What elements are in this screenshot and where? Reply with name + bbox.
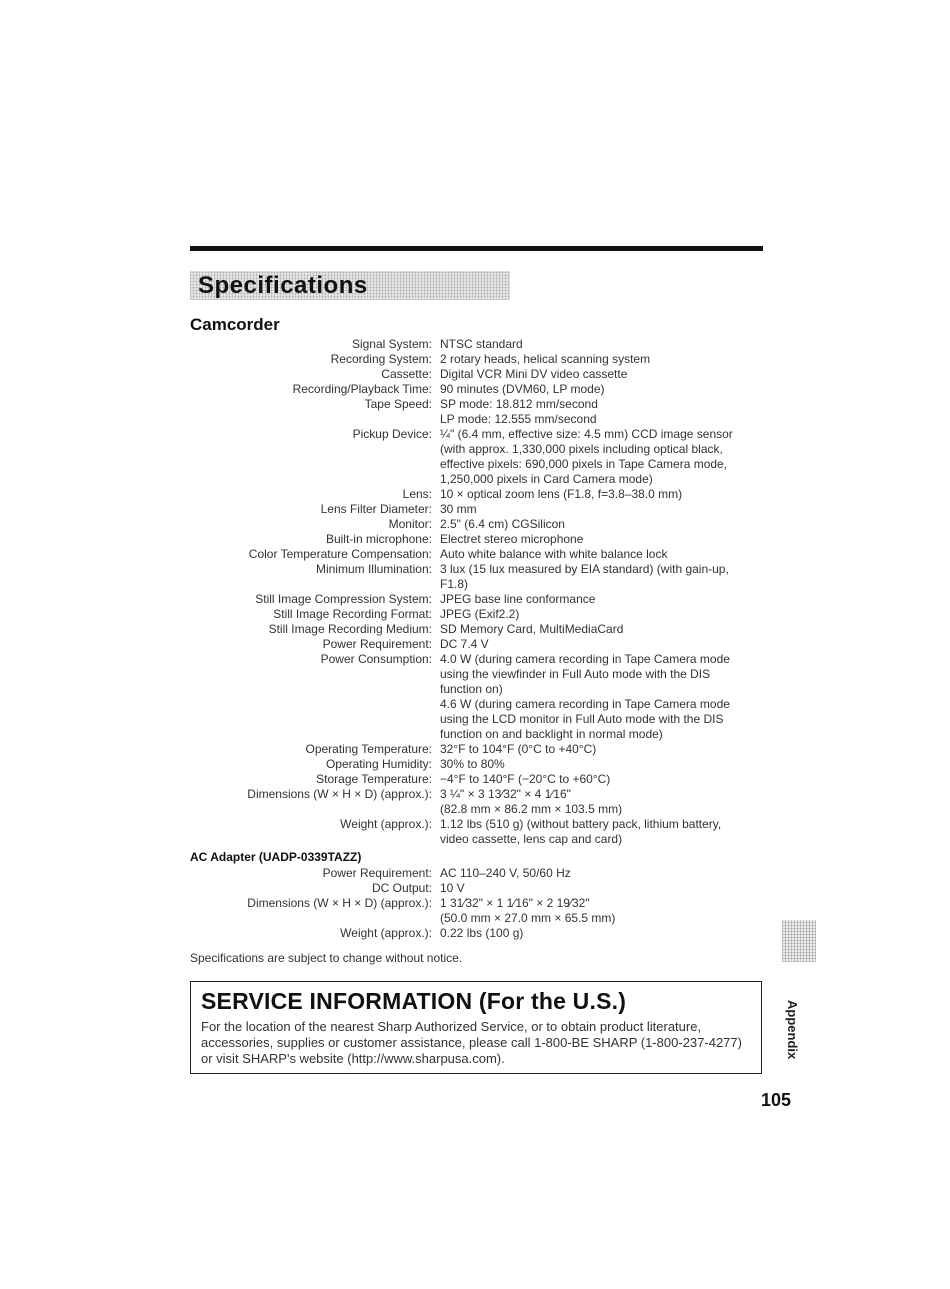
spec-row [190, 352, 770, 367]
spec-values [440, 622, 770, 637]
spec-value-line: 3 lux (15 lux measured by EIA standard) (with gain-up, [440, 562, 729, 576]
spec-row [190, 866, 770, 881]
spec-value-line: (with approx. 1,330,000 pixels including optical black, [440, 442, 723, 456]
spec-row [190, 337, 770, 352]
spec-values [440, 772, 770, 787]
spec-value-line: LP mode: 12.555 mm/second [440, 412, 597, 426]
spec-label: Dimensions (W × H × D) (approx.): [247, 787, 432, 801]
spec-row [190, 397, 770, 427]
spec-row [190, 772, 770, 787]
spec-values [440, 926, 770, 941]
ac-adapter-spec-list [190, 866, 770, 941]
spec-values [440, 487, 770, 502]
spec-value-line: 30% to 80% [440, 757, 505, 771]
service-body: For the location of the nearest Sharp Authorized Service, or to obtain product literature, accessories, supplies or customer assistance, please call 1-800-BE SHARP (1-800-237-4277) or visit SHARP's website (http://www.sharpusa.com). [201, 1019, 742, 1066]
spec-label: Still Image Recording Medium: [268, 622, 432, 636]
spec-label: Storage Temperature: [316, 772, 432, 786]
spec-label: Power Requirement: [322, 637, 432, 651]
spec-label: Weight (approx.): [340, 817, 432, 831]
spec-value-line: JPEG (Exif2.2) [440, 607, 520, 621]
spec-value-line: JPEG base line conformance [440, 592, 596, 606]
spec-value-line: 10 V [440, 881, 465, 895]
spec-label: Signal System: [351, 337, 432, 351]
spec-row [190, 637, 770, 652]
spec-label: DC Output: [371, 881, 432, 895]
spec-row [190, 382, 770, 397]
spec-value-line: Digital VCR Mini DV video cassette [440, 367, 628, 381]
page-number: 105 [761, 1090, 792, 1110]
service-title: SERVICE INFORMATION (For the U.S.) [201, 988, 627, 1014]
spec-values [440, 607, 770, 622]
spec-values [440, 337, 770, 352]
spec-value-line: ¼" (6.4 mm, effective size: 4.5 mm) CCD image sensor [440, 427, 733, 441]
spec-value-line: DC 7.4 V [440, 637, 489, 651]
spec-value-line: AC 110–240 V, 50/60 Hz [440, 866, 571, 880]
spec-value-line: SP mode: 18.812 mm/second [440, 397, 598, 411]
spec-value-line: 2 rotary heads, helical scanning system [440, 352, 651, 366]
spec-values [440, 787, 770, 817]
spec-value-line: 4.6 W (during camera recording in Tape Camera mode [440, 697, 730, 711]
spec-value-line: 4.0 W (during camera recording in Tape Camera mode [440, 652, 730, 666]
spec-label: Power Requirement: [322, 866, 432, 880]
spec-values [440, 817, 770, 847]
spec-row [190, 562, 770, 592]
spec-value-line: using the viewfinder in Full Auto mode with the DIS [440, 667, 711, 681]
spec-values [440, 352, 770, 367]
spec-label: Tape Speed: [364, 397, 432, 411]
spec-value-line: SD Memory Card, MultiMediaCard [440, 622, 624, 636]
spec-row [190, 367, 770, 382]
spec-label: Operating Humidity: [325, 757, 432, 771]
spec-row [190, 926, 770, 941]
spec-value-line: 1,250,000 pixels in Card Camera mode) [440, 472, 653, 486]
spec-values [440, 532, 770, 547]
spec-value-line: (82.8 mm × 86.2 mm × 103.5 mm) [440, 802, 623, 816]
spec-label: Operating Temperature: [305, 742, 432, 756]
spec-values [440, 592, 770, 607]
spec-row [190, 487, 770, 502]
spec-values [440, 397, 770, 427]
spec-row [190, 742, 770, 757]
spec-row [190, 547, 770, 562]
spec-row [190, 427, 770, 487]
spec-label: Dimensions (W × H × D) (approx.): [247, 896, 432, 910]
spec-values [440, 742, 770, 757]
spec-label: Still Image Compression System: [255, 592, 432, 606]
spec-value-line: 1 31⁄32" × 1 1⁄16" × 2 19⁄32" [440, 896, 590, 910]
spec-label: Recording/Playback Time: [292, 382, 432, 396]
spec-value-line: 90 minutes (DVM60, LP mode) [440, 382, 605, 396]
spec-value-line: function on and backlight in normal mode) [440, 727, 663, 741]
spec-row [190, 652, 770, 742]
spec-row [190, 502, 770, 517]
spec-label: Still Image Recording Format: [273, 607, 432, 621]
spec-value-line: (50.0 mm × 27.0 mm × 65.5 mm) [440, 911, 616, 925]
spec-values [440, 367, 770, 382]
spec-values [440, 502, 770, 517]
spec-value-line: 1.12 lbs (510 g) (without battery pack, lithium battery, [440, 817, 722, 831]
spec-label: Recording System: [330, 352, 432, 366]
spec-label: Pickup Device: [352, 427, 432, 441]
spec-label: Monitor: [388, 517, 432, 531]
spec-label: Cassette: [381, 367, 432, 381]
spec-values [440, 547, 770, 562]
spec-values [440, 881, 770, 896]
spec-row [190, 787, 770, 817]
spec-values [440, 896, 770, 926]
spec-values [440, 757, 770, 772]
spec-row [190, 517, 770, 532]
top-rule [190, 246, 763, 251]
side-tab-label: Appendix [785, 1000, 800, 1060]
spec-values [440, 652, 770, 742]
spec-row [190, 896, 770, 926]
spec-row [190, 622, 770, 637]
spec-value-line: 2.5" (6.4 cm) CGSilicon [440, 517, 565, 531]
spec-values [440, 382, 770, 397]
spec-values [440, 517, 770, 532]
spec-row [190, 881, 770, 896]
spec-value-line: video cassette, lens cap and card) [440, 832, 623, 846]
spec-value-line: effective pixels: 690,000 pixels in Tape Camera mode, [440, 457, 728, 471]
spec-row [190, 817, 770, 847]
spec-values [440, 866, 770, 881]
spec-values [440, 427, 770, 487]
spec-value-line: 32°F to 104°F (0°C to +40°C) [440, 742, 597, 756]
spec-label: Weight (approx.): [340, 926, 432, 940]
spec-value-line: 10 × optical zoom lens (F1.8, f=3.8–38.0 mm) [440, 487, 683, 501]
spec-value-line: function on) [440, 682, 503, 696]
spec-values [440, 562, 770, 592]
spec-value-line: 3 ¼" × 3 13⁄32" × 4 1⁄16" [440, 787, 571, 801]
spec-label: Lens Filter Diameter: [320, 502, 432, 516]
spec-row [190, 757, 770, 772]
spec-row [190, 607, 770, 622]
spec-label: Power Consumption: [320, 652, 432, 666]
spec-values [440, 637, 770, 652]
spec-value-line: 0.22 lbs (100 g) [440, 926, 524, 940]
page-title: Specifications [198, 272, 368, 299]
spec-label: Built-in microphone: [325, 532, 432, 546]
spec-value-line: Auto white balance with white balance lock [440, 547, 668, 561]
spec-value-line: −4°F to 140°F (−20°C to +60°C) [440, 772, 611, 786]
camcorder-heading: Camcorder [190, 315, 280, 334]
specifications-notice: Specifications are subject to change without notice. [190, 951, 463, 965]
spec-label: Color Temperature Compensation: [248, 547, 432, 561]
side-tab-pattern [782, 920, 816, 962]
spec-value-line: 30 mm [440, 502, 477, 516]
spec-row [190, 532, 770, 547]
spec-label: Lens: [402, 487, 432, 501]
camcorder-spec-list [190, 337, 770, 847]
spec-label: Minimum Illumination: [315, 562, 432, 576]
spec-value-line: NTSC standard [440, 337, 523, 351]
spec-row [190, 592, 770, 607]
spec-value-line: using the LCD monitor in Full Auto mode with the DIS [440, 712, 724, 726]
spec-value-line: F1.8) [440, 577, 469, 591]
service-information-box [190, 981, 762, 1074]
ac-adapter-heading: AC Adapter (UADP-0339TAZZ) [190, 850, 362, 864]
spec-value-line: Electret stereo microphone [440, 532, 584, 546]
